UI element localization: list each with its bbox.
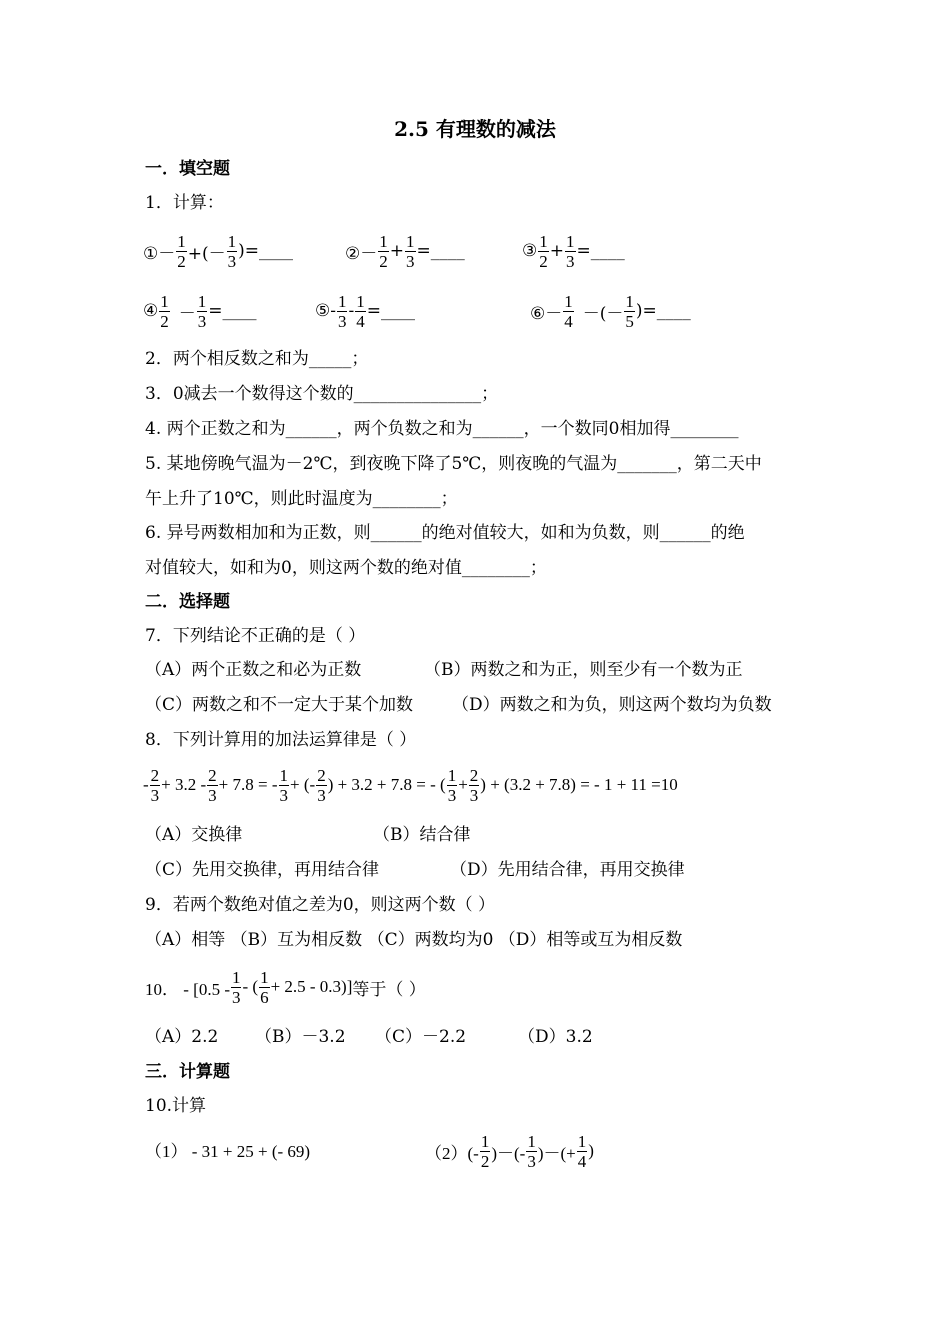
q8-option-d: （D）先用结合律，再用交换律	[450, 860, 685, 880]
expr-3: ③ $\frac{1}{2}$ + $\frac{1}{3}$ =____	[522, 231, 625, 271]
fraction: $\frac{1}{2}$	[160, 291, 169, 331]
q9-options: （A）相等 （B）互为相反数 （C）两数均为0 （D）相等或互为相反数	[145, 930, 683, 950]
fraction: $\frac{2}{3}$	[317, 765, 326, 805]
q8-option-c: （C）先用交换律，再用结合律	[145, 860, 380, 880]
fraction: $\frac{1}{3}$	[447, 765, 457, 805]
fraction: $\frac{1}{2}$	[480, 1131, 490, 1171]
question-7: 7．下列结论不正确的是（ ）	[145, 626, 366, 646]
q7-option-d: （D）两数之和为负，则这两个数均为负数	[452, 695, 772, 715]
expr-6: ⑥－ $\frac{1}{4}$ －(－ $\frac{1}{5}$ )=____	[530, 291, 691, 331]
q7-option-b: （B）两数之和为正，则至少有一个数为正	[424, 660, 743, 680]
fraction: $\frac{1}{3}$	[231, 967, 241, 1007]
fraction: $\frac{1}{4}$	[577, 1131, 587, 1171]
question-4: 4. 两个正数之和为______，两个负数之和为______，一个数同0相加得________	[145, 419, 739, 439]
question-2: 2．两个相反数之和为_____；	[145, 349, 369, 369]
calc-part-1: （1） - 31 + 25 + (- 69)	[145, 1141, 311, 1161]
question-5-line-2: 午上升了10℃，则此时温度为________；	[145, 489, 458, 509]
q7-option-a: （A）两个正数之和必为正数	[145, 660, 362, 680]
fraction: $\frac{1}{3}$	[527, 1131, 536, 1171]
fraction: $\frac{1}{2}$	[177, 231, 186, 271]
q7-option-c: （C）两数之和不一定大于某个加数	[145, 695, 414, 715]
fraction: $\frac{1}{2}$	[539, 231, 548, 271]
fraction: $\frac{1}{2}$	[379, 231, 388, 271]
fraction: $\frac{1}{3}$	[337, 291, 347, 331]
question-3: 3．0减去一个数得这个数的_______________；	[145, 384, 499, 404]
q10-option-d: （D）3.2	[518, 1027, 593, 1047]
q8-option-a: （A）交换律	[145, 825, 243, 845]
section-heading-choice: 二．选择题	[145, 592, 230, 612]
calc-question: 10.计算	[145, 1096, 207, 1116]
fraction: $\frac{2}{3}$	[208, 765, 217, 805]
question-9: 9．若两个数绝对值之差为0，则这两个数（ ）	[145, 895, 496, 915]
q10-option-b: （B）－3.2	[255, 1027, 346, 1047]
section-heading-calculation: 三．计算题	[145, 1062, 230, 1082]
q8-expression: - $\frac{2}{3}$ + 3.2 - $\frac{2}{3}$ + 7.8 = - $\frac{1}{3}$ + (- $\frac{2}{3}$ ) + 3.2 + 7.8 = - ( $\frac{1}{3}$ + $\frac{2}{3}$ ) + (3.2 + 7.8) = - 1 + 11 =10	[143, 765, 678, 805]
expr-2: ②－ $\frac{1}{2}$ + $\frac{1}{3}$ =____	[345, 231, 465, 271]
fraction: $\frac{1}{4}$	[356, 291, 365, 331]
question-6-line-1: 6. 异号两数相加和为正数，则______的绝对值较大，如和为负数，则______的绝	[145, 523, 745, 543]
fraction: $\frac{1}{3}$	[197, 291, 207, 331]
q8-option-b: （B）结合律	[373, 825, 471, 845]
page-title: 2.5 有理数的减法	[394, 117, 556, 141]
q10-option-a: （A）2.2	[145, 1027, 219, 1047]
fraction: $\frac{2}{3}$	[469, 765, 479, 805]
fraction: $\frac{1}{3}$	[227, 231, 237, 271]
question-1: 1．计算：	[145, 193, 224, 213]
q10-option-c: （C）－2.2	[375, 1027, 467, 1047]
fraction: $\frac{1}{6}$	[260, 967, 269, 1007]
fraction: $\frac{1}{4}$	[564, 291, 573, 331]
calc-part-2: （2）(- $\frac{1}{2}$ )－(- $\frac{1}{3}$ )－(+ $\frac{1}{4}$ )	[425, 1131, 594, 1171]
expr-4: ④ $\frac{1}{2}$ － $\frac{1}{3}$ =____	[143, 291, 257, 331]
expr-5: ⑤- $\frac{1}{3}$ - $\frac{1}{4}$ =____	[315, 291, 415, 331]
fraction: $\frac{1}{3}$	[279, 765, 289, 805]
fraction: $\frac{2}{3}$	[150, 765, 160, 805]
question-10: 10． - [0.5 - $\frac{1}{3}$ - ( $\frac{1}{6}$ + 2.5 - 0.3)] 等于（ ）	[145, 967, 426, 1007]
section-heading-fill-blank: 一．填空题	[145, 159, 230, 179]
question-5-line-1: 5. 某地傍晚气温为－2℃，到夜晚下降了5℃，则夜晚的气温为_______，第二天中	[145, 454, 762, 474]
fraction: $\frac{1}{5}$	[625, 291, 634, 331]
question-6-line-2: 对值较大，如和为0，则这两个数的绝对值________；	[145, 558, 547, 578]
fraction: $\frac{1}{3}$	[406, 231, 415, 271]
fraction: $\frac{1}{3}$	[566, 231, 575, 271]
question-8: 8．下列计算用的加法运算律是（ ）	[145, 730, 417, 750]
expr-1: ①－ $\frac{1}{2}$ +(－ $\frac{1}{3}$ )=____	[143, 231, 294, 271]
